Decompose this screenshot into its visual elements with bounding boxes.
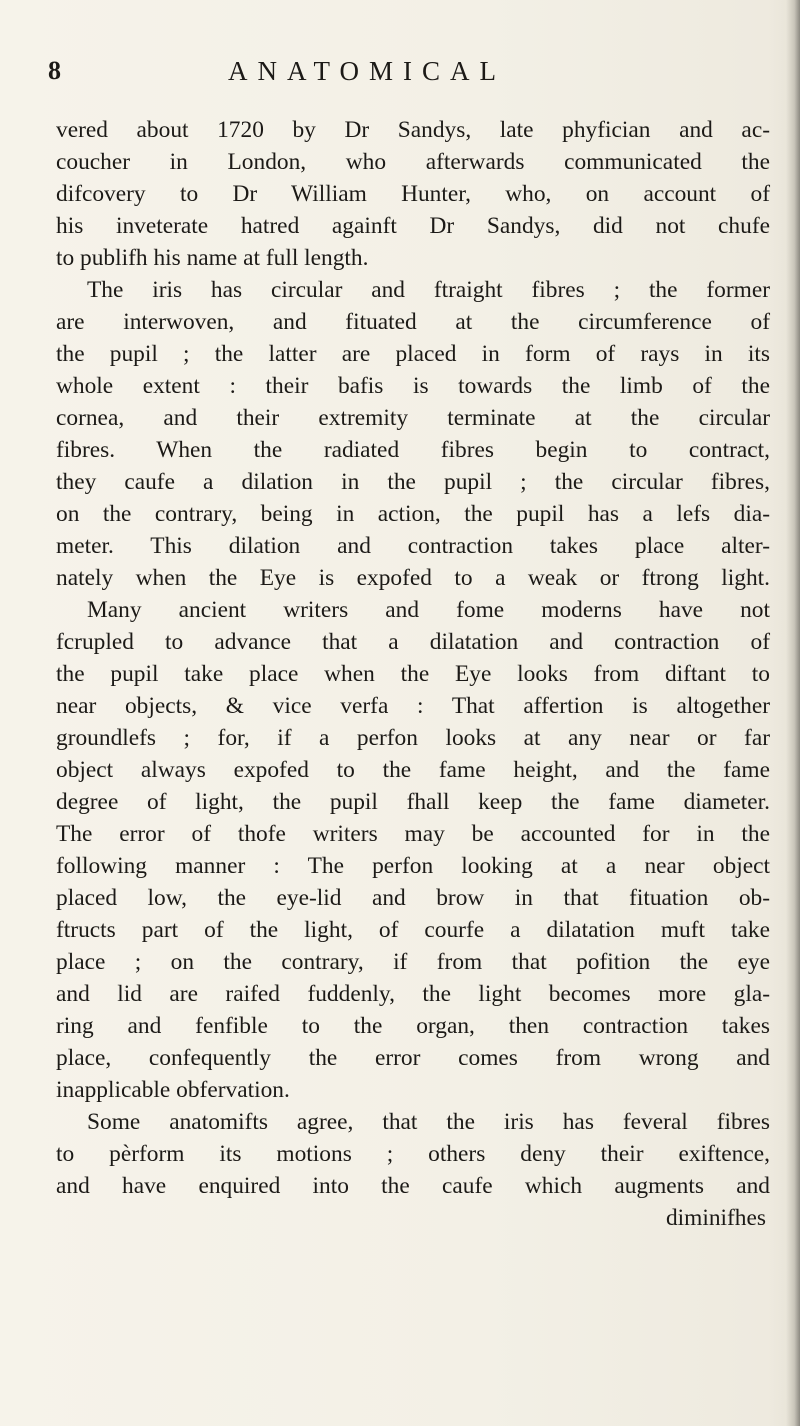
text-line: near objects, & vice verfa : That affertion is altogether xyxy=(56,693,770,719)
text-line: nately when the Eye is expofed to a weak or ftrong light. xyxy=(56,565,770,591)
text-line: ftructs part of the light, of courfe a dilatation muft take xyxy=(56,917,770,943)
text-line: fibres. When the radiated fibres begin to contract, xyxy=(56,437,770,463)
text-line: cornea, and their extremity terminate at the circular xyxy=(56,405,770,431)
text-line: coucher in London, who afterwards communicated the xyxy=(56,149,770,175)
text-line: Some anatomifts agree, that the iris has feveral fibres xyxy=(87,1109,770,1135)
text-line: following manner : The perfon looking at a near object xyxy=(56,853,770,879)
catchword: diminifhes xyxy=(665,1205,766,1231)
text-line: inapplicable obfervation. xyxy=(56,1077,290,1103)
text-line: The error of thofe writers may be accounted for in the xyxy=(56,821,770,847)
text-line: ring and fenfible to the organ, then contraction takes xyxy=(56,1013,770,1039)
text-line: groundlefs ; for, if a perfon looks at any near or far xyxy=(56,725,770,751)
text-line: the pupil take place when the Eye looks from diftant to xyxy=(56,661,770,687)
body-text xyxy=(56,114,770,1234)
text-line: and lid are raifed fuddenly, the light becomes more gla- xyxy=(56,981,770,1007)
text-line: vered about 1720 by Dr Sandys, late phyfician and ac- xyxy=(56,117,770,143)
text-line: degree of light, the pupil fhall keep the fame diameter. xyxy=(56,789,770,815)
text-line: whole extent : their bafis is towards the limb of the xyxy=(56,373,770,399)
text-line: place ; on the contrary, if from that pofition the eye xyxy=(56,949,770,975)
page-number: 8 xyxy=(48,56,61,85)
text-line: and have enquired into the caufe which augments and xyxy=(56,1173,770,1199)
page-edge-shadow xyxy=(786,0,800,1426)
text-line: his inveterate hatred againft Dr Sandys, did not chufe xyxy=(56,213,770,239)
text-line: difcovery to Dr William Hunter, who, on account of xyxy=(56,181,770,207)
text-line: the pupil ; the latter are placed in form of rays in its xyxy=(56,341,770,367)
text-line: Many ancient writers and fome moderns have not xyxy=(87,597,770,623)
running-head: ANATOMICAL xyxy=(228,56,507,86)
text-line: placed low, the eye-lid and brow in that fituation ob- xyxy=(56,885,770,911)
text-line: to publifh his name at full length. xyxy=(56,245,369,271)
text-line: The iris has circular and ftraight fibres ; the former xyxy=(87,277,770,303)
text-line: object always expofed to the fame height, and the fame xyxy=(56,757,770,783)
page-header xyxy=(48,56,768,96)
text-line: meter. This dilation and contraction takes place alter- xyxy=(56,533,770,559)
text-line: fcrupled to advance that a dilatation and contraction of xyxy=(56,629,770,655)
text-line: to pèrform its motions ; others deny their exiftence, xyxy=(56,1141,770,1167)
text-line: on the contrary, being in action, the pupil has a lefs dia- xyxy=(56,501,770,527)
text-line: place, confequently the error comes from wrong and xyxy=(56,1045,770,1071)
text-line: are interwoven, and fituated at the circumference of xyxy=(56,309,770,335)
text-line: they caufe a dilation in the pupil ; the circular fibres, xyxy=(56,469,770,495)
